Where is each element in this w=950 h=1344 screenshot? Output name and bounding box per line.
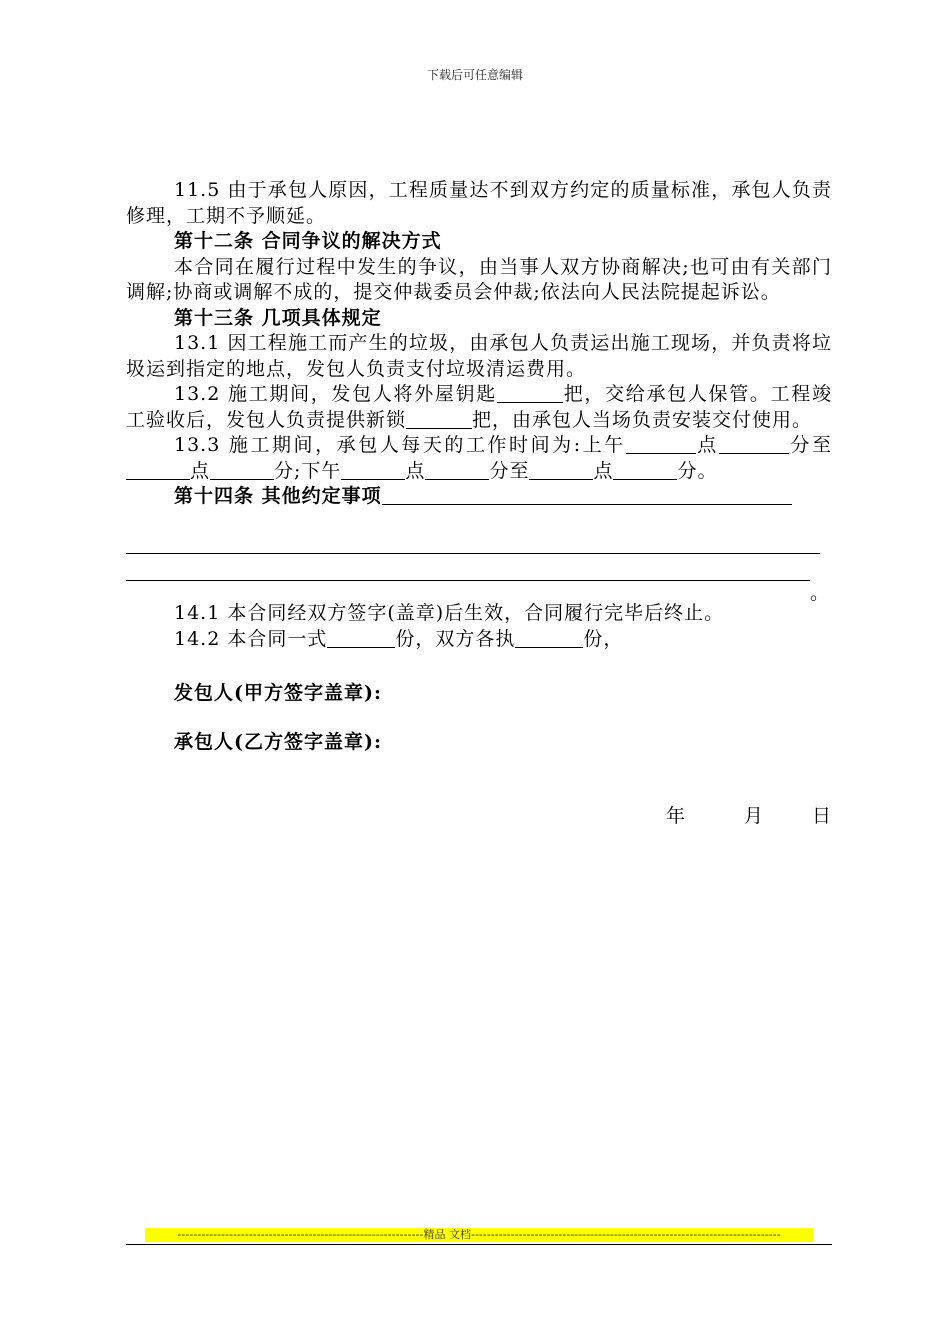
dian-label: 点 [190,459,211,482]
party-b-signature-label: 承包人(乙方签字盖章): [174,731,382,753]
clause-14-2 [126,627,832,653]
footer-dashes-right: ------------------------------------------------------------------------------ [470,1228,781,1241]
am-start-minute-blank[interactable] [719,434,789,454]
copies-each-blank[interactable] [515,628,583,648]
party-a-signature-label: 发包人(甲方签字盖章): [174,682,382,704]
fen-label: 分 [788,434,812,456]
fenzhi-label: 分至 [489,459,530,482]
fen-end-label: 分。 [677,459,718,482]
footer-rule [126,1244,832,1245]
heading-article-13: 第十三条 几项具体规定 [174,306,382,329]
clause-13-2-text-3: 把，由承包人当场负责安装交付使用。 [472,408,813,431]
other-terms-blank-2[interactable] [126,553,820,554]
footer-label: 精品 文档 [423,1228,471,1241]
dian-label: 点 [405,459,426,482]
footer-dashes-left: -------------------------------------------------------------- [177,1228,424,1241]
am-end-hour-blank[interactable] [126,460,190,480]
heading-article-12: 第十二条 合同争议的解决方式 [174,230,442,252]
pm-end-minute-blank[interactable] [613,460,677,480]
clause-13-1: 13.1 因工程施工而产生的垃圾，由承包人负责运出施工现场，并负责将垃圾运到指定的地点，发包人负责支付垃圾清运费用。 [126,332,832,380]
am-end-minute-blank[interactable] [210,460,274,480]
zhi-label: 至 [811,434,832,456]
new-lock-count-blank[interactable] [406,409,472,429]
clause-13-2-text-1: 13.2 施工期间，发包人将外屋钥匙 [174,383,498,405]
date-month-label: 月 [744,805,764,827]
heading-article-14 [126,484,832,510]
clause-14-2-text-2: 份，双方各执 [395,627,516,650]
contract-body [126,178,832,510]
other-terms-blank-1[interactable] [382,485,792,505]
dian-label: 点 [695,434,719,456]
date-day-label: 日 [812,805,832,827]
key-count-blank[interactable] [497,383,563,403]
clause-11-5: 11.5 由于承包人原因，工程质量达不到双方约定的质量标准，承包人负责修理，工期不予顺延。 [126,179,832,227]
clause-13-2 [126,382,832,433]
contract-body-end [126,601,832,652]
clause-13-2-text-2: 把，交给承包人保管。工程竣工验收后，发包人负责提供新锁 [126,383,832,431]
footer-highlight-bar [145,1228,813,1242]
clause-14-2-text-3: 份， [583,627,624,650]
clause-12: 本合同在履行过程中发生的争议，由当事人双方协商解决;也可由有关部门调解;协商或调解不成的，提交仲裁委员会仲裁;依法向人民法院提起诉讼。 [126,255,832,303]
pm-end-hour-blank[interactable] [529,460,593,480]
header-note: 下载后可任意编辑 [426,68,523,82]
other-terms-end-mark: 。 [810,582,830,604]
pm-start-hour-blank[interactable] [341,460,405,480]
clause-13-3-text-1: 13.3 施工期间，承包人每天的工作时间为:上午 [174,434,626,456]
pm-start-minute-blank[interactable] [425,460,489,480]
clause-14-2-text-1: 14.2 本合同一式 [174,627,328,650]
copies-total-blank[interactable] [327,628,395,648]
clause-13-3 [126,433,832,484]
date-year-label: 年 [666,805,686,827]
other-terms-blank-3[interactable] [126,580,810,581]
clause-14-1: 14.1 本合同经双方签字(盖章)后生效，合同履行完毕后终止。 [174,602,725,624]
heading-article-14-text: 第十四条 其他约定事项 [174,485,382,507]
am-start-hour-blank[interactable] [626,434,696,454]
dian-label: 点 [593,459,614,482]
fen-pm-label: 分;下午 [274,459,342,482]
